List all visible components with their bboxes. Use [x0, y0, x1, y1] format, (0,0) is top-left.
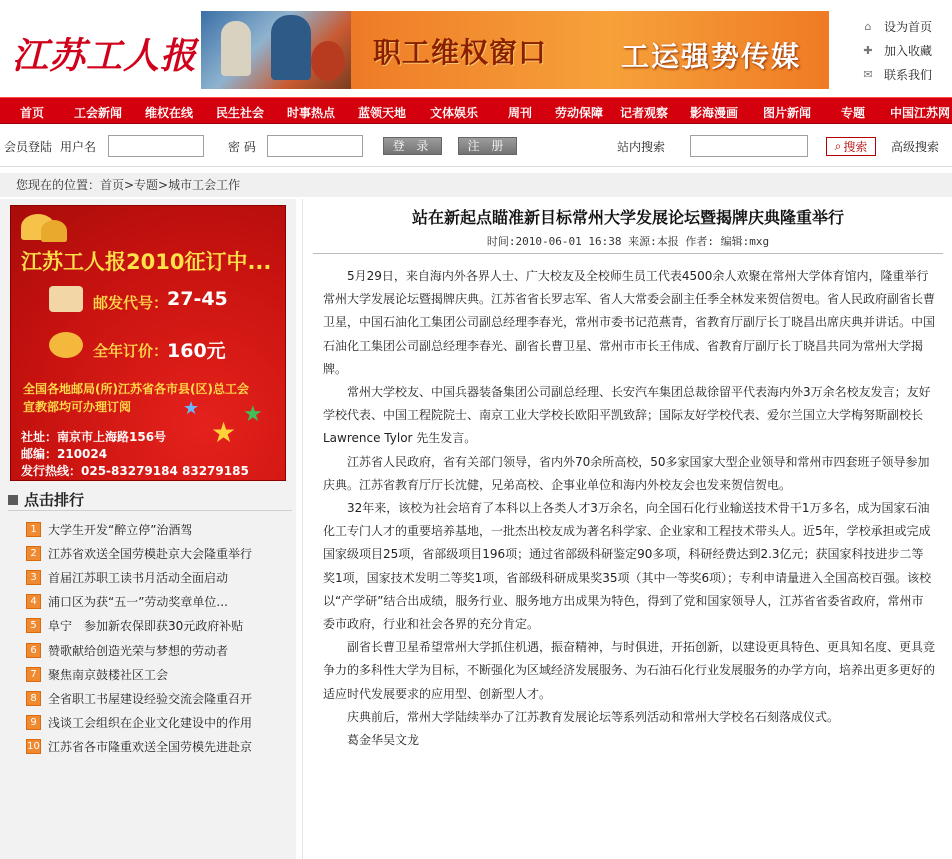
nav-item-cartoon[interactable]: 影海漫画 [690, 106, 739, 120]
article-paragraph: 5月29日，来自海内外各界人士、广大校友及全校师生员工代表4500余人欢聚在常州大学体育馆内，隆重举行常州大学发展论坛暨揭牌庆典。江苏省省长罗志军、省人大常委会副主任季全林发来贺信贺电。省人民政府副省长曹卫星，中国石油化工集团公司副总经理李春光，常州市委书记范燕青，省教育厅副厅长丁晓昌出席庆典并讲话。中国石油化工集团公司副总经理李春光、副省长曹卫星、常州市市长王伟成、省教育厅副厅长丁晓昌共同为常州大学揭牌。 [323, 269, 936, 376]
rank-number: 7 [26, 667, 41, 682]
rank-link[interactable]: 浅谈工会组织在企业文化建设中的作用 [48, 716, 253, 731]
left-sidebar [0, 199, 296, 859]
search-button-label: 搜索 [843, 140, 868, 154]
site-header [0, 0, 952, 97]
ranking-title: 点击排行 [24, 491, 85, 509]
article [302, 199, 952, 859]
advanced-search-link[interactable]: 高级搜索 [891, 140, 940, 154]
promo-line-2: 宣教部均可办理订阅 [23, 400, 132, 414]
contact-us-link[interactable] [860, 62, 952, 86]
main-nav [0, 97, 952, 124]
ranking-header [8, 489, 292, 511]
promo-line-1: 全国各地邮局(所)江苏省各市县(区)总工会 [23, 382, 249, 396]
nav-item-reporter[interactable]: 记者观察 [620, 106, 669, 120]
article-paragraph: 32年来，该校为社会培育了本科以上各类人才3万余名，向全国石化行业输送技术骨干1万多名，成为国家石油化工专门人才的重要培养基地，一批杰出校友成为著名科学家、企业家和工程技术带头人。近5年，学校承担或完成国家级项目25项，省部级项目196项；通过省部级科研鉴定90多项，科研经费达到2.3亿元；获国家科技进步二等奖1项，国家技术发明二等奖1项，省部级科研成果奖35项（其中一等奖6项）；专利申请量进入全国高校百强。该校以“产学研”结合出成绩，服务行业、服务地方出成果为特色，得到了党和国家领导人，江苏省省委省政府，常州市委市政府，行业和社会各界的充分肯定。 [323, 501, 932, 632]
search-button[interactable] [826, 137, 876, 156]
price-label: 全年订价： [93, 342, 169, 360]
breadcrumb: 您现在的位置：首页>专题>城市工会工作 [0, 173, 952, 197]
list-item[interactable] [26, 711, 294, 735]
password-label: 密 码 [228, 140, 256, 154]
article-divider [313, 253, 943, 254]
rank-link[interactable]: 聚焦南京鼓楼社区工会 [48, 667, 169, 682]
list-item[interactable] [26, 541, 294, 565]
rank-link[interactable]: 首届江苏职工读书月活动全面启动 [48, 570, 229, 585]
nav-item-weekly[interactable]: 周刊 [508, 106, 533, 120]
banner-slogan-right: 工运强势传媒 [621, 40, 802, 73]
list-item[interactable] [26, 565, 294, 589]
article-paragraph: 庆典前后，常州大学陆续举办了江苏教育发展论坛等系列活动和常州大学校名石刻落成仪式。 [347, 709, 840, 724]
list-item[interactable] [26, 638, 294, 662]
rank-number: 10 [27, 741, 40, 753]
promo-hotline: 发行热线：025-83279184 83279185 [21, 464, 249, 478]
price-value: 160元 [167, 340, 226, 362]
postal-code-label: 邮发代号： [93, 294, 169, 312]
square-bullet-icon [8, 495, 18, 505]
bell-icon [41, 220, 67, 242]
add-favorite-link[interactable] [860, 38, 952, 62]
contact-us-label: 联系我们 [884, 67, 933, 82]
rank-link[interactable]: 浦口区为获“五一”劳动奖章单位... [48, 595, 228, 610]
nav-item-rights-online[interactable]: 维权在线 [145, 106, 194, 120]
register-button[interactable]: 注 册 [458, 137, 517, 155]
rank-number: 2 [26, 546, 41, 561]
star-icon: ★ [243, 402, 263, 427]
username-input[interactable] [108, 135, 204, 157]
promo-postcode: 邮编：210024 [21, 447, 108, 461]
site-search-label: 站内搜索 [617, 140, 666, 154]
article-paragraph: 江苏省人民政府，省有关部门领导，省内外70余所高校，50多家国家大型企业领导和常州市四套班子领导参加庆典。江苏省教育厅厅长沈健，兄弟高校、企事业单位和海内外校友会也发来贺信贺电。 [323, 454, 930, 492]
promo-address: 社址：南京市上海路156号 [21, 430, 167, 444]
rank-number: 8 [26, 691, 41, 706]
nav-item-labor-security[interactable]: 劳动保障 [555, 106, 604, 120]
nav-item-entertainment[interactable]: 文体娱乐 [430, 106, 479, 120]
bookmark-icon: ✚ [863, 43, 873, 57]
ranking-list [26, 517, 294, 759]
promo-title: 江苏工人报2010征订中... [21, 250, 272, 274]
rank-link[interactable]: 全省职工书屋建设经验交流会隆重召开 [48, 691, 253, 706]
set-homepage-link[interactable] [860, 14, 952, 38]
add-favorite-label: 加入收藏 [884, 43, 933, 58]
rank-number: 6 [26, 643, 41, 658]
nav-item-jschina[interactable]: 中国江苏网 [890, 106, 951, 120]
rank-number: 1 [26, 522, 41, 537]
subscription-promo[interactable] [10, 205, 286, 481]
nav-item-blue-collar[interactable]: 蓝领天地 [358, 106, 407, 120]
rank-link[interactable]: 赞歌献给创造光荣与梦想的劳动者 [48, 643, 229, 658]
site-search-input[interactable] [690, 135, 808, 157]
search-icon: ⌕ [834, 139, 842, 153]
site-logo[interactable]: 江苏工人报 [12, 35, 198, 77]
article-meta: 时间:2010-06-01 16:38 来源:本报 作者: 编辑:mxg [486, 235, 770, 248]
nav-item-hot-topics[interactable]: 时事热点 [287, 106, 336, 120]
header-banner[interactable] [201, 11, 829, 89]
login-button[interactable]: 登 录 [383, 137, 442, 155]
rank-number: 3 [26, 570, 41, 585]
article-byline: 葛金华吴文龙 [347, 733, 420, 748]
article-title: 站在新起点瞄准新目标常州大学发展论坛暨揭牌庆典隆重举行 [411, 208, 844, 227]
list-item[interactable] [26, 590, 294, 614]
list-item[interactable] [26, 735, 294, 759]
password-input[interactable] [267, 135, 363, 157]
set-homepage-label: 设为首页 [884, 19, 933, 34]
nav-item-livelihood[interactable]: 民生社会 [216, 106, 265, 120]
star-icon: ★ [183, 398, 200, 419]
star-icon: ★ [211, 416, 237, 449]
list-item[interactable] [26, 517, 294, 541]
article-body [323, 265, 935, 752]
member-login-label: 会员登陆 [4, 140, 53, 154]
coin-icon [49, 332, 83, 358]
rank-link[interactable]: 江苏省各市隆重欢送全国劳模先进赴京 [48, 740, 253, 755]
nav-item-photo-news[interactable]: 图片新闻 [763, 106, 812, 120]
rank-link[interactable]: 大学生开发“醉立停”治酒驾 [48, 522, 193, 537]
banner-photo [201, 11, 351, 89]
nav-item-union-news[interactable]: 工会新闻 [74, 106, 123, 120]
stamp-icon [49, 286, 83, 312]
list-item[interactable] [26, 662, 294, 686]
rank-link[interactable]: 阜宁 参加新农保即获30元政府补贴 [48, 619, 244, 634]
nav-item-home[interactable]: 首页 [20, 106, 45, 120]
rank-number: 9 [26, 715, 41, 730]
article-paragraph: 副省长曹卫星希望常州大学抓住机遇，振奋精神，与时俱进，开拓创新，以建设更具特色、更具知名度、更具竞争力的多科性大学为目标，不断强化为区域经济发展服务、为石油石化行业发展服务的办学方向，培养出更多更好的适应时代发展要求的应用型、创新型人才。 [323, 640, 936, 701]
mail-icon: ✉ [863, 67, 873, 81]
username-label: 用户名 [60, 140, 97, 154]
article-paragraph: 常州大学校友、中国兵器装备集团公司副总经理、长安汽车集团总裁徐留平代表海内外3万余名校友发言；友好学校代表、中国工程院院士、南京工业大学校长欧阳平凯致辞；国际友好学校代表、爱尔兰国立大学梅努斯副校长Lawrence Tylor 先生发言。 [323, 385, 931, 446]
rank-number: 4 [26, 594, 41, 609]
rank-number: 5 [26, 618, 41, 633]
postal-code-value: 27-45 [167, 288, 228, 310]
list-item[interactable] [26, 614, 294, 638]
rank-link[interactable]: 江苏省欢送全国劳模赴京大会隆重举行 [48, 546, 253, 561]
nav-item-special[interactable]: 专题 [841, 106, 866, 120]
banner-slogan-left: 职工维权窗口 [373, 36, 548, 69]
login-bar [0, 125, 952, 167]
quick-links [860, 14, 952, 86]
list-item[interactable] [26, 686, 294, 710]
home-icon: ⌂ [864, 19, 872, 33]
